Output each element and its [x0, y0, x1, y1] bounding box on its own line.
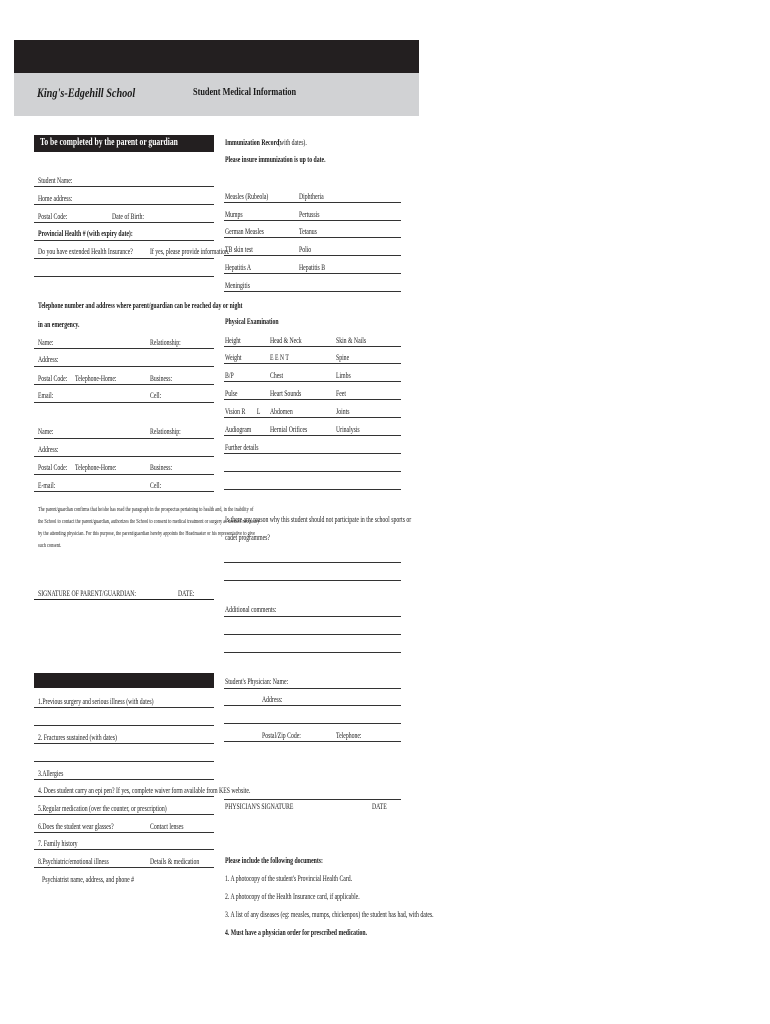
imm-polio: Polio	[299, 245, 312, 254]
sports-question-2: cadet programmes?	[225, 533, 270, 542]
contact2-email-field[interactable]	[34, 491, 214, 492]
pe-row-3-field[interactable]	[224, 381, 401, 382]
history-item-4: 4. Does student carry an epi pen? If yes, complete waiver form available from KES website.	[38, 786, 251, 795]
history-field-4[interactable]	[34, 796, 214, 797]
history-item-6: 6.Does the student wear glasses?	[38, 822, 114, 831]
imm-tb-skin: TB skin test	[225, 245, 253, 254]
contact1-postal-label: Postal Code:	[38, 374, 68, 383]
contact1-address-label: Address:	[38, 355, 59, 364]
pe-vision: Vision R L	[225, 407, 261, 416]
section-heading-parent: To be completed by the parent or guardian	[34, 135, 214, 152]
further-details-field-2[interactable]	[224, 471, 401, 472]
history-field-8[interactable]	[34, 867, 214, 868]
imm-mumps: Mumps	[225, 210, 243, 219]
pe-row-1-field[interactable]	[224, 346, 401, 347]
comments-field-1[interactable]	[224, 616, 401, 617]
pe-hernial: Hernial Orifices	[270, 425, 308, 434]
insurance-field[interactable]	[34, 258, 214, 259]
immunization-note: (with dates).	[278, 138, 307, 147]
document-item-2: 2. A photocopy of the Health Insurance card, if applicable.	[225, 892, 360, 901]
provincial-health-field[interactable]	[34, 240, 214, 241]
contact1-address-field[interactable]	[34, 366, 214, 367]
contact2-business-label: Business:	[150, 463, 173, 472]
imm-hepatitis-a: Hepatitis A	[225, 263, 252, 272]
pe-audiogram: Audiogram	[225, 425, 252, 434]
history-field-6[interactable]	[34, 832, 214, 833]
student-name-field[interactable]	[34, 186, 214, 187]
header-black-bar	[14, 40, 419, 73]
contact2-relationship-label: Relationship:	[150, 427, 181, 436]
physical-heading: Physical Examination	[225, 317, 279, 326]
imm-row-1-field[interactable]	[224, 202, 401, 203]
pe-spine: Spine	[336, 353, 350, 362]
form-title: Student Medical Information	[193, 86, 297, 98]
pe-eent: E E N T	[270, 353, 289, 362]
pe-row-4-field[interactable]	[224, 399, 401, 400]
contact2-address-label: Address:	[38, 445, 59, 454]
history-item-3: 3.Allergies	[38, 769, 64, 778]
pe-bp: B/P	[225, 371, 234, 380]
pe-head-neck: Head & Neck	[270, 336, 302, 345]
pe-abdomen: Abdomen	[270, 407, 293, 416]
contact1-relationship-label: Relationship:	[150, 338, 181, 347]
pe-row-6-field[interactable]	[224, 435, 401, 436]
psychiatrist-label: Psychiatrist name, address, and phone #	[42, 875, 134, 884]
imm-row-6-field[interactable]	[224, 291, 401, 292]
additional-comments-label: Additional comments:	[225, 605, 277, 614]
imm-diphtheria: Diphtheria	[299, 192, 324, 201]
consent-line-3: by the attending physician. For this purpose, the parent/guardian hereby appoints the Headmaster or his representative to give	[38, 531, 256, 537]
parent-date-label: DATE:	[178, 589, 195, 598]
physician-address-field[interactable]	[224, 705, 401, 706]
contact2-telephone-label: Telephone-Home:	[75, 463, 117, 472]
contact2-cell-label: Cell:	[150, 481, 162, 490]
history-item-1: 1.Previous surgery and serious illness (with dates)	[38, 697, 154, 706]
if-yes-label: If yes, please provide information.	[150, 247, 230, 256]
contact2-email-label: E-mail:	[38, 481, 56, 490]
pe-limbs: Limbs	[336, 371, 351, 380]
contact1-name-field[interactable]	[34, 348, 214, 349]
further-details-label: Further details	[225, 443, 259, 452]
pe-row-5-field[interactable]	[224, 417, 401, 418]
physician-telephone-label: Telephone:	[336, 731, 362, 740]
physician-signature-label: PHYSICIAN'S SIGNATURE	[225, 802, 294, 811]
comments-field-3[interactable]	[224, 652, 401, 653]
postal-code-label: Postal Code:	[38, 212, 68, 221]
history-item-8: 8.Psychiatric/emotional illness	[38, 857, 109, 866]
document-item-4: 4. Must have a physician order for prescribed medication.	[225, 928, 368, 937]
consent-line-2: the School to contact the parent/guardian, authorizes the School to consent to medical treatment or surgery as deemed necessary	[38, 519, 260, 525]
imm-pertussis: Pertussis	[299, 210, 320, 219]
parent-signature-label: SIGNATURE OF PARENT/GUARDIAN:	[38, 589, 137, 598]
history-item-5: 5.Regular medication (over the counter, or prescription)	[38, 804, 167, 813]
pe-urinalysis: Urinalysis	[336, 425, 360, 434]
insurance-info-field[interactable]	[34, 276, 214, 277]
pe-chest: Chest	[270, 371, 284, 380]
contact1-email-label: Email:	[38, 391, 54, 400]
pe-weight: Weight	[225, 353, 242, 362]
sports-field-1[interactable]	[224, 562, 401, 563]
history-field-1[interactable]	[34, 707, 214, 708]
pe-skin-nails: Skin & Nails	[336, 336, 367, 345]
document-item-3: 3. A list of any diseases (eg: measles, mumps, chickenpox) the student has had, with dates.	[225, 910, 434, 919]
immunization-label: Immunization Record:	[225, 138, 282, 147]
history-field-1b[interactable]	[34, 725, 214, 726]
imm-row-4-field[interactable]	[224, 255, 401, 256]
contact2-name-field[interactable]	[34, 438, 214, 439]
medical-history-header-bar	[34, 673, 214, 688]
physician-signature-field[interactable]	[224, 799, 401, 800]
school-name: King's-Edgehill School	[37, 86, 136, 100]
contact2-postal-label: Postal Code:	[38, 463, 68, 472]
date-of-birth-label: Date of Birth:	[112, 212, 144, 221]
contact-lenses-label: Contact lenses	[150, 822, 184, 831]
further-details-field-3[interactable]	[224, 489, 401, 490]
contact-heading-2: in an emergency.	[38, 320, 80, 329]
contact1-name-label: Name:	[38, 338, 54, 347]
contact1-cell-label: Cell:	[150, 391, 162, 400]
history-item-2: 2. Fractures sustained (with dates)	[38, 733, 117, 742]
contact2-address-field[interactable]	[34, 456, 214, 457]
imm-row-5-field[interactable]	[224, 273, 401, 274]
history-field-2b[interactable]	[34, 761, 214, 762]
imm-row-3-field[interactable]	[224, 237, 401, 238]
postal-dob-field[interactable]	[34, 222, 214, 223]
contact-heading: Telephone number and address where parent/guardian can be reached day or night	[38, 301, 243, 310]
pe-row-2-field[interactable]	[224, 363, 401, 364]
contact1-email-field[interactable]	[34, 402, 214, 403]
history-field-2[interactable]	[34, 743, 214, 744]
pe-heart-sounds: Heart Sounds	[270, 389, 302, 398]
imm-hepatitis-b: Hepatitis B	[299, 263, 326, 272]
imm-german-measles: German Measles	[225, 227, 264, 236]
history-field-5[interactable]	[34, 814, 214, 815]
sports-question: Is there any reason why this student should not participate in the school sports or	[225, 515, 412, 524]
further-details-field[interactable]	[224, 453, 401, 454]
imm-row-2-field[interactable]	[224, 220, 401, 221]
consent-line-1: The parent/guardian confirms that he/she has read the paragraph in the prospectus pertaining to health and, in the inability of	[38, 507, 254, 513]
pe-feet: Feet	[336, 389, 346, 398]
imm-measles: Measles (Rubeola)	[225, 192, 269, 201]
contact2-phone-field[interactable]	[34, 474, 214, 475]
home-address-field[interactable]	[34, 204, 214, 205]
imm-tetanus: Tetanus	[299, 227, 317, 236]
physician-postal-field[interactable]	[224, 741, 401, 742]
comments-field-2[interactable]	[224, 634, 401, 635]
history-field-3[interactable]	[34, 779, 214, 780]
contact2-name-label: Name:	[38, 427, 54, 436]
home-address-label: Home address:	[38, 194, 73, 203]
imm-meningitis: Meningitis	[225, 281, 250, 290]
history-field-7[interactable]	[34, 849, 214, 850]
history-item-7: 7. Family history	[38, 839, 78, 848]
contact1-phone-field[interactable]	[34, 384, 214, 385]
contact1-telephone-label: Telephone-Home:	[75, 374, 117, 383]
consent-line-4: such consent.	[38, 543, 62, 549]
pe-joints: Joints	[336, 407, 350, 416]
document-item-1: 1. A photocopy of the student's Provincial Health Card.	[225, 874, 353, 883]
parent-signature-field[interactable]	[34, 599, 214, 600]
immunization-ensure: Please insure immunization is up to date.	[225, 155, 326, 164]
provincial-health-label: Provincial Health # (with expiry date):	[38, 229, 133, 238]
details-medication-label: Details & medication	[150, 857, 200, 866]
physician-postal-label: Postal/Zip Code:	[262, 731, 301, 740]
physician-name-label: Student's Physician: Name:	[225, 677, 289, 686]
physician-address-field-2[interactable]	[224, 723, 401, 724]
extended-insurance-label: Do you have extended Health Insurance?	[38, 247, 133, 256]
physician-address-label: Address:	[262, 695, 283, 704]
documents-heading: Please include the following documents:	[225, 856, 323, 865]
pe-height: Height	[225, 336, 241, 345]
contact1-business-label: Business:	[150, 374, 173, 383]
physician-name-field[interactable]	[224, 688, 401, 689]
pe-pulse: Pulse	[225, 389, 238, 398]
student-name-label: Student Name:	[38, 176, 73, 185]
sports-field-2[interactable]	[224, 580, 401, 581]
physician-date-label: DATE	[372, 802, 387, 811]
